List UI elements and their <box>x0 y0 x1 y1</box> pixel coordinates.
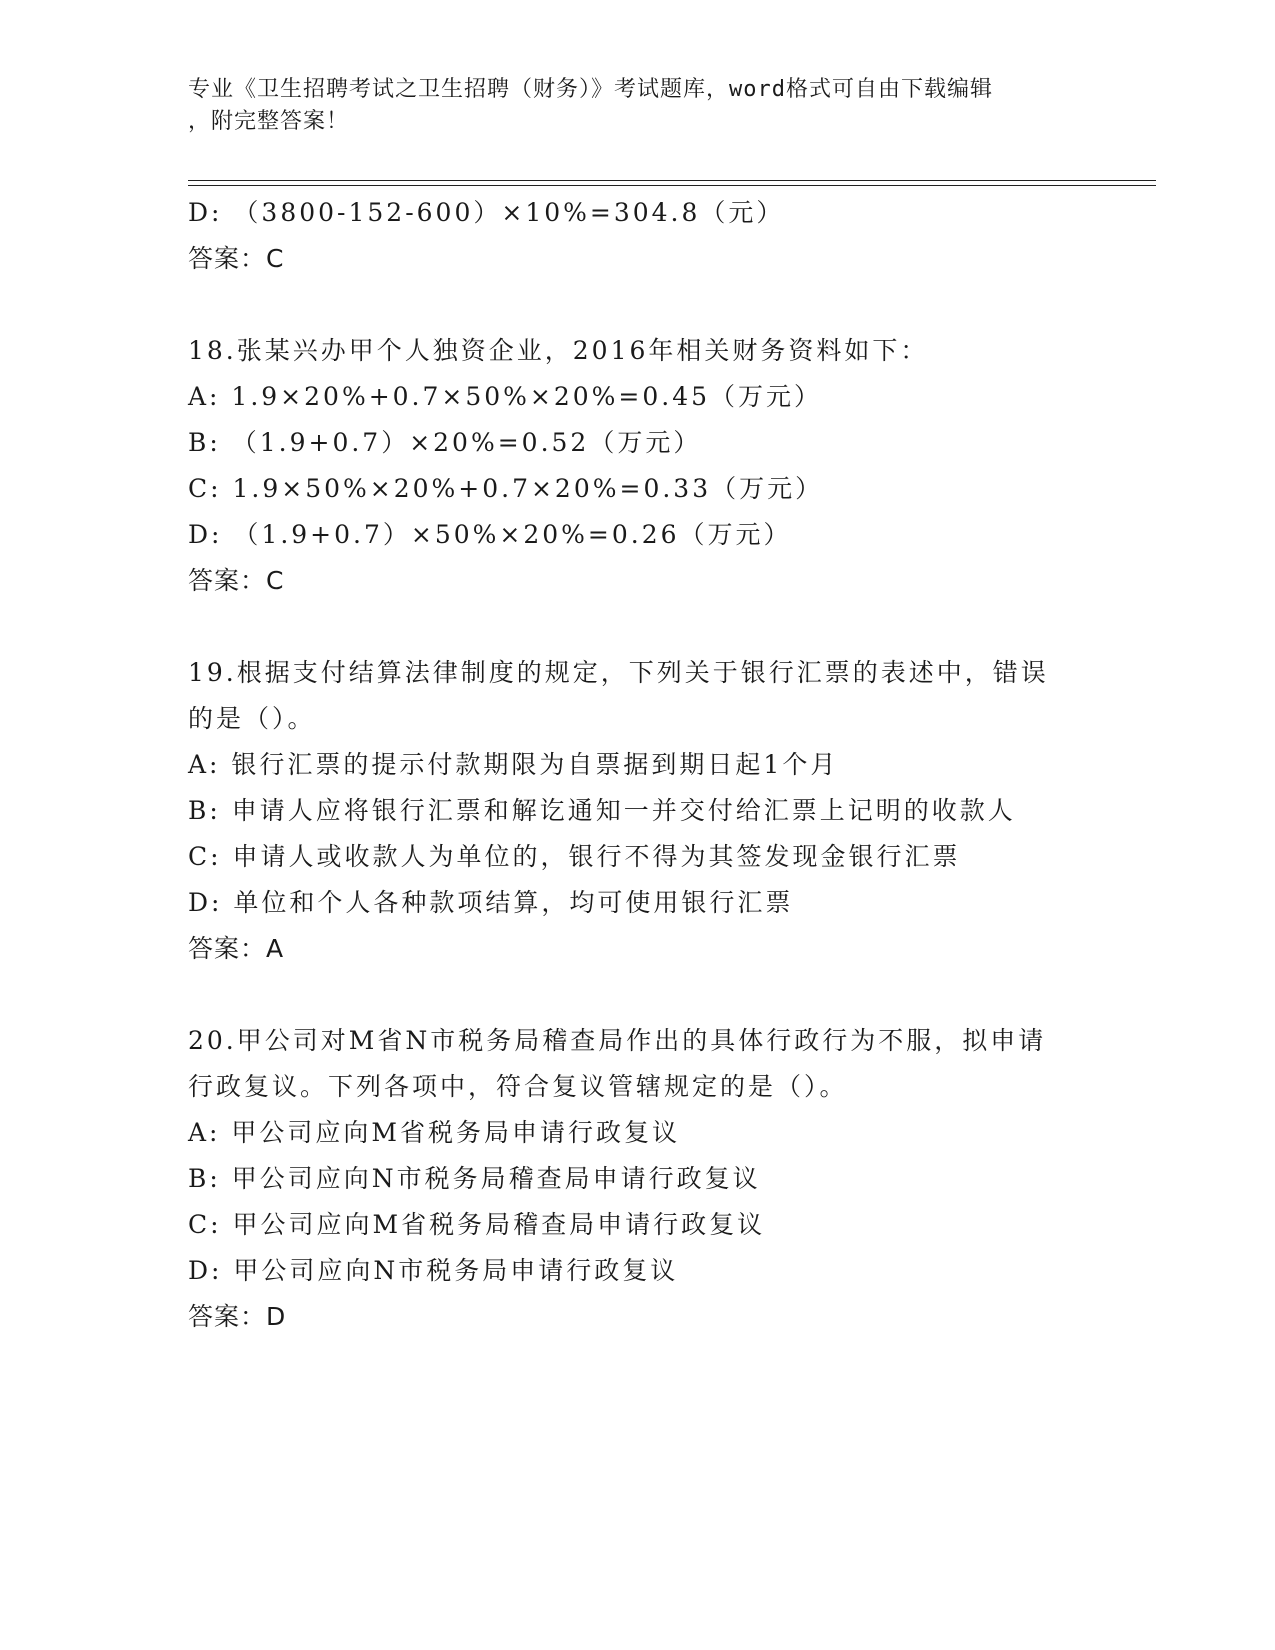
header-divider-bottom <box>188 185 1156 186</box>
option-c: C: 申请人或收款人为单位的，银行不得为其签发现金银行汇票 <box>188 842 961 871</box>
document-header <box>188 74 1068 138</box>
question-stem: 20.甲公司对M省N市税务局稽查局作出的具体行政行为不服，拟申请 <box>188 1026 1047 1055</box>
option-d: D: 甲公司应向N市税务局申请行政复议 <box>188 1256 679 1285</box>
question-stem-continued: 的是（）。 <box>188 704 316 733</box>
header-divider-top <box>188 180 1156 181</box>
prev-option-d: D: （3800-152-600）×10%=304.8（元） <box>188 198 785 227</box>
question-content <box>188 190 1088 1340</box>
option-c: C: 1.9×50%×20%+0.7×20%=0.33（万元） <box>188 474 824 503</box>
option-b: B: （1.9+0.7）×20%=0.52（万元） <box>188 428 702 457</box>
answer: 答案：D <box>188 1302 287 1331</box>
spacer <box>188 972 1088 1018</box>
question-stem-continued: 行政复议。下列各项中，符合复议管辖规定的是（）。 <box>188 1072 848 1101</box>
prev-answer: 答案：C <box>188 244 285 273</box>
answer: 答案：C <box>188 566 285 595</box>
option-d: D: （1.9+0.7）×50%×20%=0.26（万元） <box>188 520 792 549</box>
option-b: B: 甲公司应向N市税务局稽查局申请行政复议 <box>188 1164 761 1193</box>
option-a: A: 甲公司应向M省税务局申请行政复议 <box>188 1118 681 1147</box>
header-line-1: 专业《卫生招聘考试之卫生招聘（财务）》考试题库，word格式可自由下载编辑 <box>188 77 993 102</box>
question-20 <box>188 1018 1088 1340</box>
spacer <box>188 282 1088 328</box>
answer: 答案：A <box>188 934 285 963</box>
option-c: C: 甲公司应向M省税务局稽查局申请行政复议 <box>188 1210 766 1239</box>
question-stem: 19.根据支付结算法律制度的规定，下列关于银行汇票的表述中，错误 <box>188 658 1049 687</box>
question-stem: 18.张某兴办甲个人独资企业，2016年相关财务资料如下： <box>188 336 929 365</box>
spacer <box>188 604 1088 650</box>
question-18 <box>188 328 1088 604</box>
option-b: B: 申请人应将银行汇票和解讫通知一并交付给汇票上记明的收款人 <box>188 796 1016 825</box>
option-d: D: 单位和个人各种款项结算，均可使用银行汇票 <box>188 888 794 917</box>
option-a: A: 银行汇票的提示付款期限为自票据到期日起1个月 <box>188 750 839 779</box>
question-19 <box>188 650 1088 972</box>
header-line-2: ，附完整答案！ <box>188 109 350 134</box>
option-a: A: 1.9×20%+0.7×50%×20%=0.45（万元） <box>188 382 823 411</box>
